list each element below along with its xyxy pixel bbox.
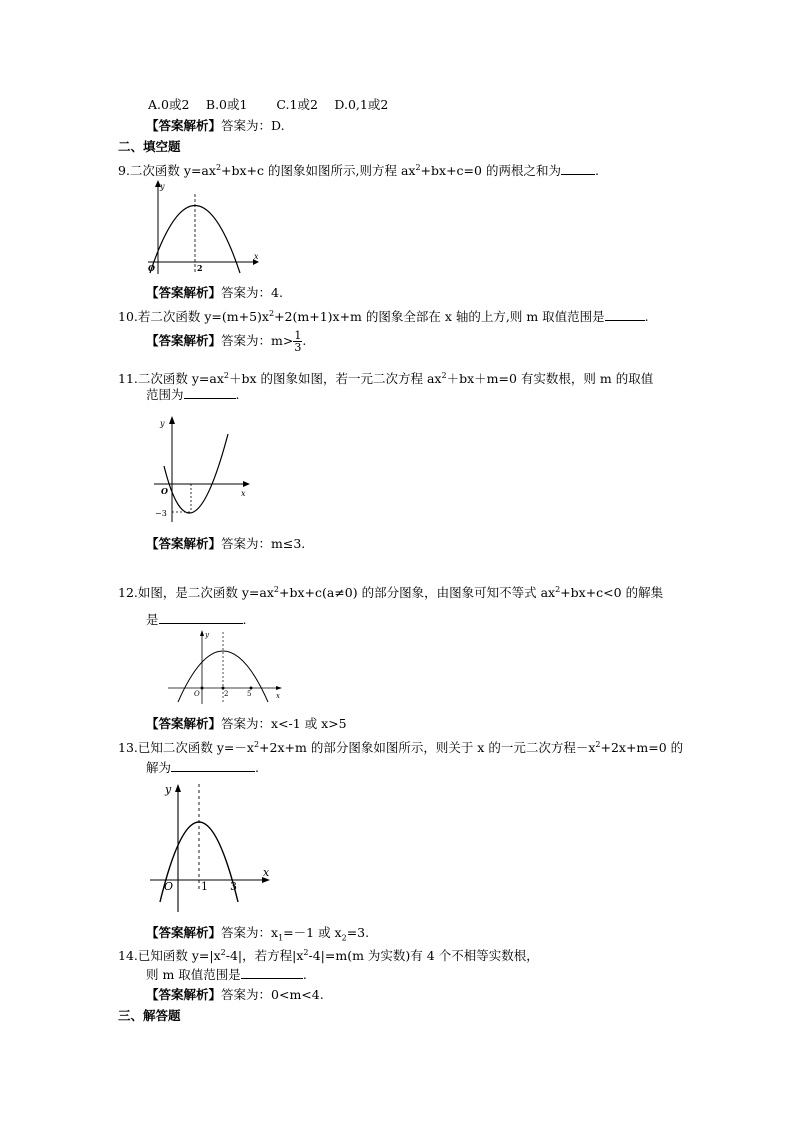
y-label: y	[160, 182, 165, 191]
x-label: x	[254, 252, 259, 261]
q11-question-line1: 11.二次函数 $y=ax^2+bx$ 的图象如图，若一元二次方程 $ax^2+bx+m=0$ 有实数根，则 m 的取值	[118, 371, 654, 387]
q12-answer: 【答案解析】答案为：x<-1 或 x>5	[146, 716, 347, 731]
origin-label: O	[164, 880, 174, 893]
q12-figure	[164, 628, 286, 706]
q10-question: 10.若二次函数 $y=(m+5)x^2+2(m+1)x+m$ 的图象全部在 x 轴的上方,则 m 取值范围是 .	[118, 309, 649, 325]
q13-figure	[146, 778, 274, 916]
tick-label-3: 3	[230, 880, 237, 893]
y-axis-arrow	[175, 784, 181, 792]
fraction-one-third: $\frac{1}{3}$	[294, 329, 302, 354]
q8-answer	[146, 118, 285, 134]
tick-label-2: 2	[224, 690, 229, 698]
answer-blank[interactable]	[184, 386, 236, 399]
answer-blank[interactable]	[159, 611, 243, 624]
q12-question-line1: 12.如图，是二次函数 $y=ax^2+bx+c(a\ne 0)$ 的部分图象，由图象可知不等式 $ax^2+bx+c<0$ 的解集	[118, 585, 664, 601]
parabola	[164, 434, 228, 513]
q9-question: 9.二次函数 $y=ax^2+bx+c$ 的图象如图所示,则方程 $ax^2+bx+c=0$ 的两根之和为 .	[118, 163, 599, 179]
tick-label-5: 5	[247, 690, 252, 698]
q12-question-line2: 是 .	[146, 612, 247, 627]
origin-label: O	[148, 263, 155, 273]
x-axis-arrow	[276, 686, 282, 690]
q14-answer: 【答案解析】答案为：0<m<4.	[146, 987, 324, 1002]
y-label: y	[160, 419, 165, 428]
q11-answer: 【答案解析】答案为：m≤3.	[146, 536, 306, 551]
q11-figure	[150, 412, 254, 524]
answer-tag: 【答案解析】	[146, 118, 222, 133]
y-label: y	[205, 631, 209, 639]
answer-blank[interactable]	[561, 162, 595, 175]
answer-blank[interactable]	[605, 308, 645, 321]
tick-label-neg3: −3	[155, 509, 167, 518]
origin-label: O	[194, 690, 200, 698]
q14-question-line2: 则 m 取值范围是 .	[146, 967, 307, 982]
section-solve-heading: 三、解答题	[118, 1008, 181, 1023]
y-axis-arrow	[200, 630, 204, 636]
origin-label: O	[161, 486, 168, 496]
q13-question-line1: 13.已知二次函数 $y=-x^2+2x+m$ 的部分图象如图所示，则关于 x 的一元二次方程$-x^2+2x+m=0$ 的	[118, 740, 684, 756]
answer-blank[interactable]	[171, 759, 255, 772]
x-axis-arrow	[243, 481, 250, 487]
section-fill-heading: 二、填空题	[118, 139, 181, 154]
x-label: x	[263, 866, 270, 879]
q9-figure	[144, 178, 262, 276]
q14-question-line1: 14.已知函数 $y=|x^2-4|$，若方程$|x^2-4|=m(m$ 为实数)有 4 个不相等实数根，	[118, 948, 539, 964]
q9-answer: 【答案解析】答案为：4.	[146, 285, 283, 300]
q10-answer: 【答案解析】答案为：m> $\frac{1}{3}$ .	[146, 329, 307, 354]
x-label: x	[276, 692, 280, 700]
answer-blank[interactable]	[241, 966, 303, 979]
q8-options: A.0或2 B.0或1 C.1或2 D.0,1或2	[148, 97, 389, 112]
y-axis-arrow	[169, 416, 175, 424]
q13-answer: 【答案解析】答案为：$x_1=-1$ 或 $x_2=3$.	[146, 925, 370, 943]
tick-label-2: 2	[197, 263, 203, 273]
q11-question-line2: 范围为 .	[146, 387, 240, 402]
origin-point	[201, 687, 204, 690]
answer-text: 答案为：D.	[221, 118, 285, 133]
x-label: x	[241, 489, 246, 498]
y-label: y	[165, 783, 172, 796]
q13-question-line2: 解为 .	[146, 760, 259, 775]
tick-label-1: 1	[201, 880, 208, 893]
